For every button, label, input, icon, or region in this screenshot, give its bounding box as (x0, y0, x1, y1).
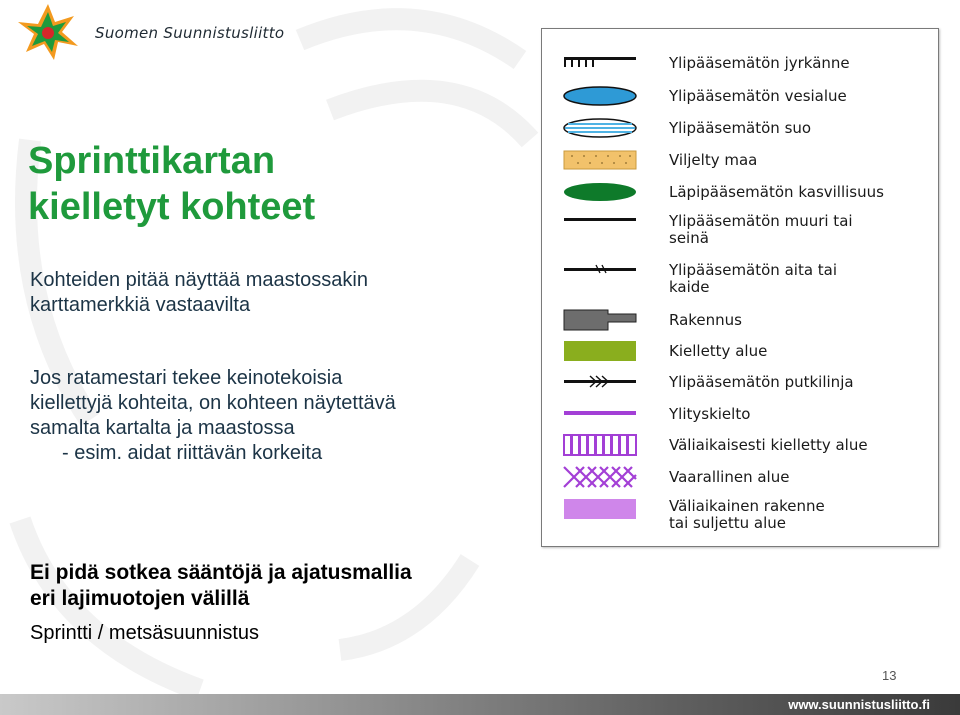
legend-label: Ylipääsemätön putkilinja (669, 373, 854, 391)
federation-logo (8, 2, 88, 62)
text-line: samalta kartalta ja maastossa (30, 417, 295, 439)
cliff-icon (562, 55, 638, 69)
legend-label: Väliaikainen rakenne tai suljettu alue (669, 497, 825, 532)
map-legend (541, 28, 939, 547)
cultivated-land-icon (562, 149, 638, 171)
legend-label: Väliaikaisesti kielletty alue (669, 436, 868, 454)
water-icon (562, 85, 638, 107)
dangerous-area-icon (562, 465, 638, 489)
text-line: eri lajimuotojen välillä (30, 587, 250, 610)
emphasis-paragraph (30, 560, 412, 612)
text-line: karttamerkkiä vastaavilta (30, 294, 251, 316)
legend-label: Ylipääsemätön jyrkänne (669, 54, 850, 72)
fence-icon (562, 262, 638, 276)
legend-label: Ylipääsemätön muuri tai seinä (669, 212, 853, 247)
legend-label: Läpipääsemätön kasvillisuus (669, 183, 884, 201)
page-number: 13 (882, 668, 897, 683)
forbidden-area-icon (562, 340, 638, 362)
discipline-note: Sprintti / metsäsuunnistus (30, 622, 259, 644)
title-line: kielletyt kohteet (28, 186, 316, 228)
building-icon (562, 308, 638, 332)
temp-structure-icon (562, 498, 638, 520)
legend-label: Ylityskielto (669, 405, 751, 423)
title-line: Sprinttikartan (28, 140, 276, 182)
legend-label: Ylipääsemätön aita tai kaide (669, 261, 838, 296)
footer-bar (0, 694, 960, 715)
marsh-icon (562, 117, 638, 139)
legend-label: Ylipääsemätön vesialue (669, 87, 847, 105)
legend-label: Kielletty alue (669, 342, 768, 360)
temp-forbidden-icon (562, 433, 638, 457)
example-line: - esim. aidat riittävän korkeita (62, 442, 323, 464)
legend-label: Ylipääsemätön suo (669, 119, 812, 137)
pipeline-icon (562, 374, 638, 388)
legend-label: Viljelty maa (669, 151, 758, 169)
text-line: kiellettyjä kohteita, on kohteen näytettävä (30, 392, 396, 414)
text-line: Jos ratamestari tekee keinotekoisia (30, 367, 343, 389)
intro-paragraph (30, 268, 368, 318)
wall-icon (562, 213, 638, 227)
legend-label: Rakennus (669, 311, 743, 329)
text-line: Ei pidä sotkea sääntöjä ja ajatusmallia (30, 561, 412, 584)
slide-title (28, 138, 315, 230)
website-link[interactable]: www.suunnistusliitto.fi (788, 697, 930, 712)
text-line: Kohteiden pitää näyttää maastossakin (30, 269, 368, 291)
rules-paragraph (30, 366, 500, 466)
legend-label: Vaarallinen alue (669, 468, 790, 486)
crossing-ban-icon (562, 406, 638, 420)
org-name: Suomen Suunnistusliitto (95, 24, 285, 42)
vegetation-icon (562, 181, 638, 203)
